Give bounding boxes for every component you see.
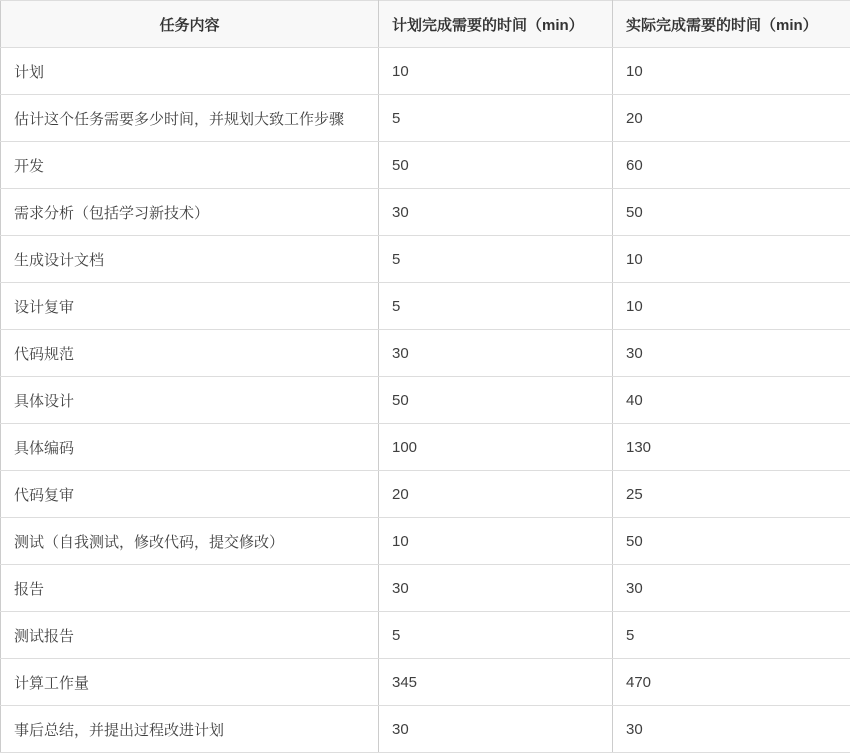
actual-time-cell: 50 [613, 518, 850, 565]
table-row [1, 565, 850, 612]
planned-time-cell: 5 [379, 612, 613, 659]
actual-time-cell: 30 [613, 565, 850, 612]
table-row [1, 95, 850, 142]
task-content-cell: 代码规范 [1, 330, 379, 377]
planned-time-cell: 10 [379, 48, 613, 95]
table-row [1, 48, 850, 95]
task-content-cell: 测试（自我测试，修改代码，提交修改） [1, 518, 379, 565]
table-row [1, 142, 850, 189]
planned-time-cell: 30 [379, 706, 613, 753]
table-row [1, 612, 850, 659]
task-content-cell: 测试报告 [1, 612, 379, 659]
planned-time-cell: 100 [379, 424, 613, 471]
task-content-cell: 具体设计 [1, 377, 379, 424]
planned-time-cell: 5 [379, 283, 613, 330]
column-header-task-content: 任务内容 [1, 1, 379, 48]
table-row [1, 330, 850, 377]
column-header-actual-time: 实际完成需要的时间（min） [613, 1, 850, 48]
task-content-cell: 计算工作量 [1, 659, 379, 706]
planned-time-cell: 20 [379, 471, 613, 518]
planned-time-cell: 50 [379, 377, 613, 424]
planned-time-cell: 345 [379, 659, 613, 706]
actual-time-cell: 30 [613, 706, 850, 753]
planned-time-cell: 30 [379, 330, 613, 377]
table-row [1, 659, 850, 706]
task-content-cell: 报告 [1, 565, 379, 612]
actual-time-cell: 470 [613, 659, 850, 706]
planned-time-cell: 50 [379, 142, 613, 189]
table-row [1, 283, 850, 330]
table-row [1, 236, 850, 283]
actual-time-cell: 130 [613, 424, 850, 471]
table-row [1, 377, 850, 424]
table-row [1, 706, 850, 753]
actual-time-cell: 50 [613, 189, 850, 236]
table-body [1, 48, 850, 753]
planned-time-cell: 30 [379, 565, 613, 612]
actual-time-cell: 5 [613, 612, 850, 659]
header-row [1, 1, 850, 48]
actual-time-cell: 10 [613, 48, 850, 95]
table-row [1, 189, 850, 236]
planned-time-cell: 5 [379, 95, 613, 142]
column-header-planned-time: 计划完成需要的时间（min） [379, 1, 613, 48]
task-content-cell: 需求分析（包括学习新技术） [1, 189, 379, 236]
planned-time-cell: 30 [379, 189, 613, 236]
table-row [1, 518, 850, 565]
task-content-cell: 事后总结，并提出过程改进计划 [1, 706, 379, 753]
actual-time-cell: 25 [613, 471, 850, 518]
actual-time-cell: 10 [613, 236, 850, 283]
actual-time-cell: 60 [613, 142, 850, 189]
task-content-cell: 估计这个任务需要多少时间，并规划大致工作步骤 [1, 95, 379, 142]
actual-time-cell: 40 [613, 377, 850, 424]
actual-time-cell: 30 [613, 330, 850, 377]
table-row [1, 471, 850, 518]
planned-time-cell: 5 [379, 236, 613, 283]
actual-time-cell: 10 [613, 283, 850, 330]
task-content-cell: 代码复审 [1, 471, 379, 518]
task-content-cell: 具体编码 [1, 424, 379, 471]
planned-time-cell: 10 [379, 518, 613, 565]
actual-time-cell: 20 [613, 95, 850, 142]
task-content-cell: 设计复审 [1, 283, 379, 330]
table-header [1, 1, 850, 48]
task-content-cell: 生成设计文档 [1, 236, 379, 283]
task-content-cell: 开发 [1, 142, 379, 189]
table-row [1, 424, 850, 471]
task-content-cell: 计划 [1, 48, 379, 95]
